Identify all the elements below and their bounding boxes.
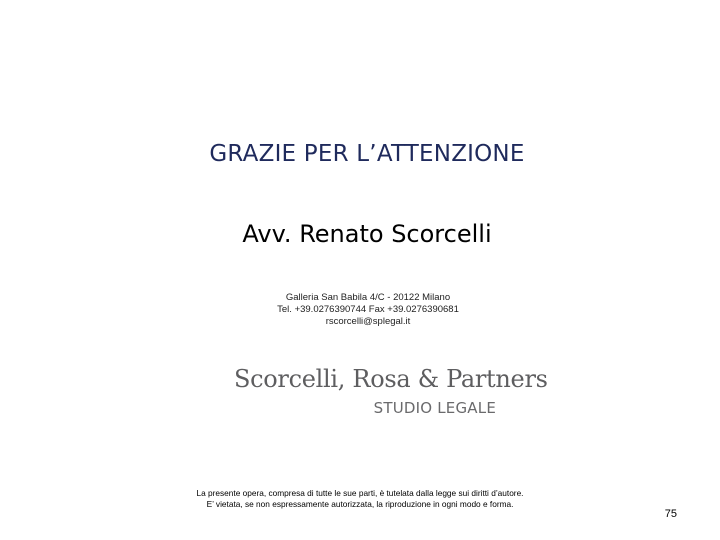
slide-title: GRAZIE PER L’ATTENZIONE [209, 141, 525, 167]
contact-address: Galleria San Babila 4/C - 20122 Milano [285, 292, 451, 303]
contact-phone-fax: Tel. +39.0276390744 Fax +39.0276390681 [277, 304, 459, 315]
firm-logo [232, 365, 548, 421]
contact-block [0, 292, 720, 328]
copyright-notice [140, 488, 580, 510]
contact-email: rscorcelli@splegal.it [325, 316, 411, 327]
copyright-line-1: La presente opera, compresa di tutte le sue parti, è tutelata dalla legge sui diritti d’autore. [196, 488, 524, 498]
page-number: 75 [664, 508, 677, 520]
logo-subtitle: STUDIO LEGALE [373, 399, 496, 417]
copyright-line-2: E’ vietata, se non espressamente autorizzata, la riproduzione in ogni modo e forma. [206, 499, 514, 509]
author-name: Avv. Renato Scorcelli [242, 220, 492, 248]
logo-firm-name: Scorcelli, Rosa & Partners [234, 365, 548, 393]
